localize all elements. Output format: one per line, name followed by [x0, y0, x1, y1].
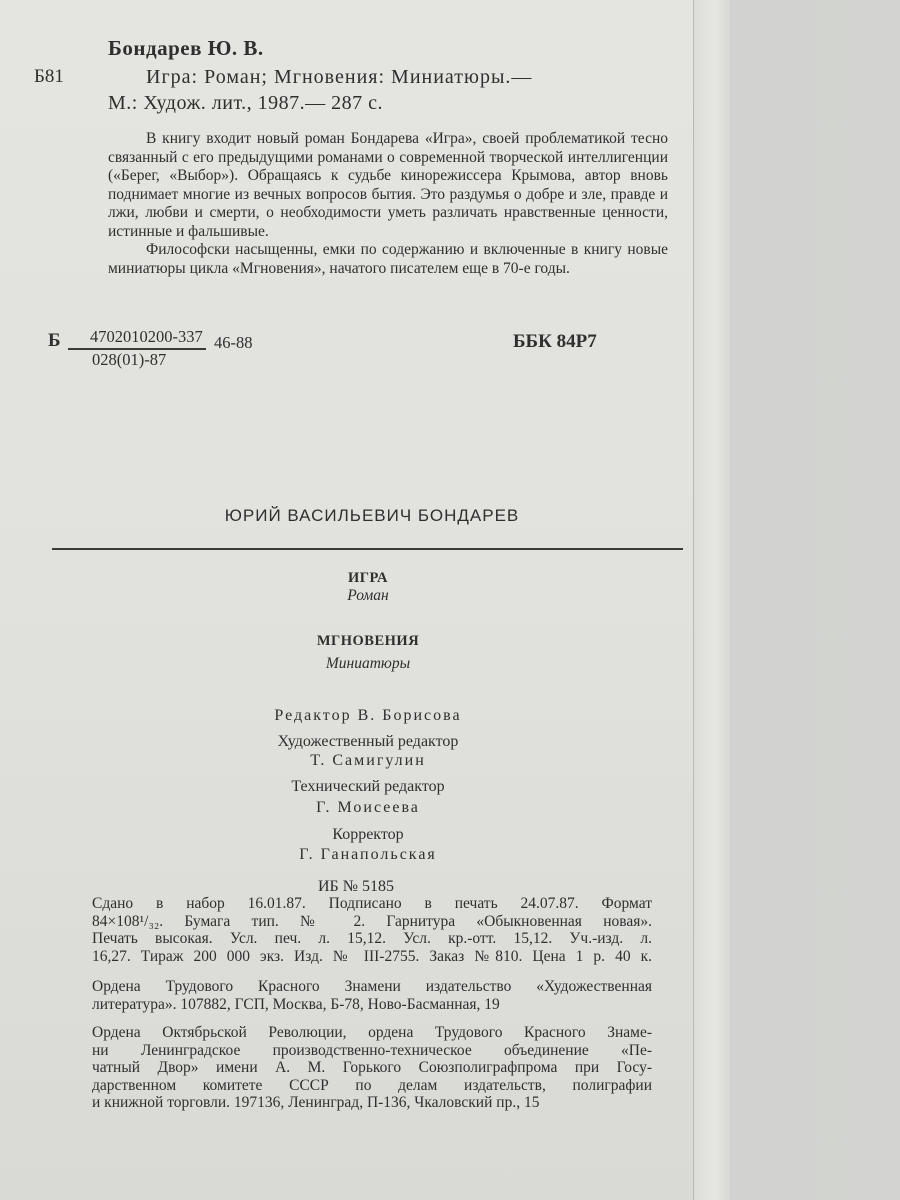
abstract-paragraph-2: Философски насыщенны, емки по содержанию и включенные в книгу новые миниатюры цикла «Мгновения», начатого писателем еще в 70-е годы. [108, 241, 668, 277]
classification-denominator: 028(01)-87 [92, 350, 167, 369]
work-title-1: ИГРА [348, 570, 388, 586]
printer-line: дарственном комитете СССР по делам издательств, полиграфии [92, 1076, 652, 1094]
printer-line: Ордена Октябрьской Революции, ордена Трудового Красного Знаме- [92, 1024, 652, 1041]
printer-line: ни Ленинградское производственно-техническое объединение «Пе- [92, 1041, 652, 1059]
divider-rule [52, 548, 683, 550]
print-info-line: Сдано в набор 16.01.87. Подписано в печать 24.07.87. Формат [92, 895, 652, 912]
work-genre-2: Миниатюры [325, 655, 411, 672]
tech-editor-role: Технический редактор [291, 778, 445, 795]
art-editor-name: Т. Самигулин [310, 752, 426, 769]
author-heading: Бондарев Ю. В. [108, 36, 264, 60]
work-genre-1: Роман [347, 587, 389, 604]
art-editor-role: Художественный редактор [277, 733, 459, 750]
abstract-paragraph-1: В книгу входит новый роман Бондарева «Игра», своей проблематикой тесно связанный с его предыдущими романами о современной творческой интеллигенции («Берег, «Выбор»). Обращаясь к судьбе кинорежиссера Крымова, автор вновь поднимает многие из вечных вопросов бытия. Это раздумья о добре и зле, правде и лжи, любви и смерти, о необходимости уметь различать нравственные ценности, истинные и фальшивые. [108, 130, 668, 240]
bbk-code: ББК 84Р7 [513, 331, 597, 352]
tech-editor-name: Г. Моисеева [316, 799, 420, 816]
author-full-name: ЮРИЙ ВАСИЛЬЕВИЧ БОНДАРЕВ [224, 506, 520, 525]
print-info [92, 895, 652, 965]
printer-info [92, 1024, 652, 1112]
classification-letter: Б [48, 330, 61, 351]
classification-extra: 46-88 [214, 333, 253, 352]
catalog-code: Б81 [34, 66, 64, 87]
printer-line: чатный Двор» имени А. М. Горького Союзполиграфпрома при Госу- [92, 1059, 652, 1076]
print-info-line: 16,27. Тираж 200 000 экз. Изд. № III-2755. Заказ №810. Цена 1 р. 40 к. [92, 947, 652, 965]
work-title-2: МГНОВЕНИЯ [316, 633, 420, 649]
title-line-1: Игра: Роман; Мгновения: Миниатюры.— [146, 66, 533, 88]
publisher-line: литература». 107882, ГСП, Москва, Б-78, Ново-Басманная, 19 [92, 995, 500, 1013]
print-info-line: Печать высокая. Усл. печ. л. 15,12. Усл. кр.-отт. 15,12. Уч.-изд. л. [92, 930, 652, 947]
printer-line: и книжной торговли. 197136, Ленинград, П-136, Чкаловский пр., 15 [92, 1094, 540, 1111]
classification-numerator: 4702010200-337 [90, 327, 203, 346]
abstract [108, 130, 668, 278]
ib-number: ИБ № 5185 [318, 878, 395, 895]
publisher-line: Ордена Трудового Красного Знамени издательство «Художественная [92, 978, 652, 995]
title-line-2: М.: Худож. лит., 1987.— 287 с. [108, 92, 384, 114]
publisher-info [92, 978, 652, 1013]
editor-credit: Редактор В. Борисова [274, 707, 462, 724]
page-edge [693, 0, 730, 1200]
corrector-name: Г. Ганапольская [299, 846, 437, 863]
print-info-line: 84×108¹/₃₂. Бумага тип. № 2. Гарнитура «Обыкновенная новая». [92, 912, 652, 930]
corrector-role: Корректор [332, 826, 404, 843]
